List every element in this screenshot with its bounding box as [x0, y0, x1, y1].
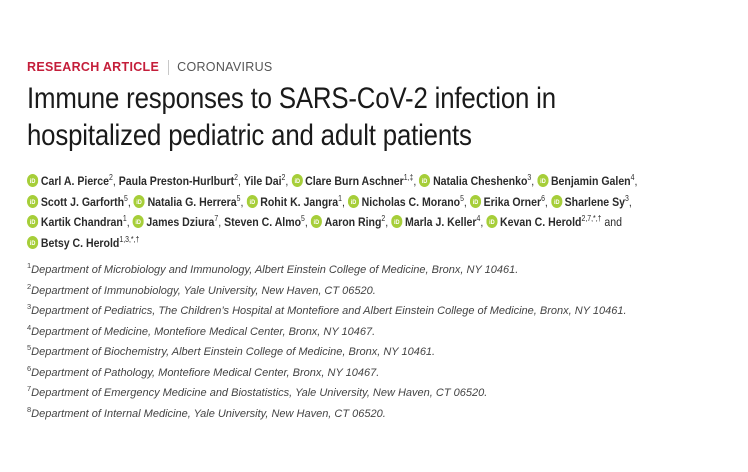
affiliation-number: 3 [27, 302, 32, 311]
author-separator: , [237, 174, 244, 188]
author-name-link[interactable]: Natalia G. Herrera [147, 194, 237, 209]
author-affiliation-marker[interactable]: 1 [338, 193, 342, 203]
affiliation-number: 1 [27, 261, 32, 270]
author-name-link[interactable]: Kevan C. Herold [500, 215, 582, 229]
article-title-line-2: hospitalized pediatric and adult patients [27, 119, 472, 152]
author-name-link[interactable]: Yile Dai [243, 174, 282, 188]
affiliation-item [27, 404, 747, 425]
author-name-link[interactable]: Natalia Cheshenko [433, 174, 528, 188]
article-title [27, 80, 629, 154]
author-affiliation-marker[interactable]: 1 [122, 214, 127, 223]
author-name-link[interactable]: Aaron Ring [324, 215, 382, 229]
orcid-icon[interactable] [311, 214, 322, 227]
author-name-link[interactable]: Scott J. Garforth [40, 194, 125, 209]
svg-text:iD: iD [29, 178, 36, 186]
svg-text:iD: iD [249, 199, 255, 206]
author-separator: , [413, 174, 420, 188]
orcid-icon[interactable] [27, 235, 38, 248]
orcid-icon[interactable] [348, 194, 359, 207]
affiliation-item [27, 342, 747, 363]
affiliation-text: Department of Pathology, Montefiore Medical Center, Bronx, NY 10467. [31, 366, 380, 379]
affiliation-number: 2 [27, 281, 32, 291]
affiliation-number: 5 [27, 343, 32, 352]
author-name-link[interactable]: Carl A. Pierce [40, 174, 110, 188]
author-affiliation-marker[interactable]: 5 [236, 193, 241, 203]
affiliation-text: Department of Pediatrics, The Children’s Hospital at Montefiore and Albert Einstein College of Medicine, Bronx, NY 10461. [31, 305, 627, 317]
author-name-link[interactable]: Steven C. Almo [224, 215, 302, 229]
article-title-line-1: Immune responses to SARS-CoV-2 infection in [27, 82, 556, 115]
author-separator: , [127, 194, 134, 209]
author-line [27, 233, 719, 254]
affiliation-item [27, 281, 747, 302]
svg-text:iD: iD [393, 219, 400, 227]
author-name-link[interactable]: James Dziura [146, 215, 215, 229]
affiliation-text: Department of Microbiology and Immunology, Albert Einstein College of Medicine, Bronx, NY 10461. [31, 264, 519, 276]
svg-text:iD: iD [422, 178, 428, 186]
orcid-icon[interactable] [291, 173, 302, 186]
svg-text:iD: iD [294, 178, 300, 186]
author-affiliation-marker[interactable]: 3 [624, 193, 629, 203]
affiliation-item [27, 383, 747, 404]
author-affiliation-marker[interactable]: 1,3,*,† [119, 234, 140, 244]
article-subject-link[interactable]: CORONAVIRUS [177, 60, 273, 74]
orcid-icon[interactable] [27, 194, 38, 207]
author-separator: , [304, 215, 311, 229]
author-affiliation-marker[interactable]: 2 [234, 173, 238, 182]
affiliation-number: 7 [27, 384, 32, 393]
author-affiliation-marker[interactable]: 2,7,*,† [581, 214, 602, 223]
orcid-icon[interactable] [27, 214, 38, 227]
orcid-icon[interactable] [486, 214, 497, 227]
svg-text:iD: iD [350, 199, 357, 206]
author-separator: , [112, 174, 119, 188]
affiliation-text: Department of Internal Medicine, Yale University, New Haven, CT 06520. [31, 407, 386, 420]
author-name-link[interactable]: Clare Burn Aschner [305, 174, 404, 188]
orcid-icon[interactable] [551, 194, 562, 207]
author-separator: , [218, 215, 225, 229]
author-name-link[interactable]: Paula Preston-Hurlburt [118, 174, 235, 188]
affiliation-text: Department of Emergency Medicine and Biostatistics, Yale University, New Haven, CT 06520. [31, 387, 488, 399]
affiliation-text: Department of Medicine, Montefiore Medical Center, Bronx, NY 10467. [31, 325, 376, 338]
affiliation-list [27, 260, 747, 424]
author-separator: , [634, 174, 638, 188]
affiliation-text: Department of Immunobiology, Yale University, New Haven, CT 06520. [31, 284, 376, 297]
author-affiliation-marker[interactable]: 4 [476, 214, 481, 223]
author-separator: , [531, 174, 538, 188]
orcid-icon[interactable] [470, 194, 481, 207]
affiliation-item [27, 363, 747, 384]
author-name-link[interactable]: Benjamin Galen [550, 174, 631, 188]
svg-text:iD: iD [136, 199, 143, 206]
orcid-icon[interactable] [134, 194, 145, 207]
author-line [27, 171, 719, 192]
author-separator: , [544, 194, 551, 209]
author-list [27, 171, 719, 253]
author-separator: , [126, 215, 133, 229]
svg-text:iD: iD [29, 199, 36, 206]
orcid-icon[interactable] [27, 173, 38, 186]
author-affiliation-marker[interactable]: 4 [630, 173, 635, 182]
author-separator: , [385, 215, 392, 229]
author-affiliation-marker[interactable]: 2 [381, 214, 386, 223]
author-separator: , [285, 174, 292, 188]
svg-text:iD: iD [29, 240, 36, 247]
orcid-icon[interactable] [419, 173, 430, 186]
author-affiliation-marker[interactable]: 2 [281, 173, 286, 182]
article-kicker [27, 59, 273, 75]
author-name-link[interactable]: Sharlene Sy [564, 194, 625, 209]
svg-text:iD: iD [29, 219, 36, 227]
author-name-link[interactable]: Nicholas C. Morano [361, 194, 461, 209]
svg-text:iD: iD [539, 178, 546, 186]
author-line [27, 212, 719, 233]
svg-text:iD: iD [313, 219, 320, 227]
author-separator: , [341, 194, 348, 209]
author-separator: and [601, 215, 623, 229]
author-name-link[interactable]: Kartik Chandran [40, 215, 123, 229]
orcid-icon[interactable] [391, 214, 402, 227]
orcid-icon[interactable] [246, 194, 257, 207]
author-name-link[interactable]: Erika Orner [483, 194, 542, 209]
author-affiliation-marker[interactable]: 5 [124, 193, 128, 203]
affiliation-item [27, 260, 747, 281]
affiliation-number: 6 [27, 363, 32, 373]
affiliation-item [27, 301, 747, 322]
author-separator: , [463, 194, 470, 209]
orcid-icon[interactable] [537, 173, 548, 186]
author-separator: , [628, 194, 632, 209]
author-affiliation-marker[interactable]: 3 [527, 173, 532, 182]
author-affiliation-marker[interactable]: 6 [541, 193, 545, 203]
author-affiliation-marker[interactable]: 5 [301, 214, 305, 223]
author-line [27, 192, 719, 213]
author-separator: , [480, 215, 487, 229]
author-name-link[interactable]: Marla J. Keller [404, 215, 477, 229]
author-separator: , [240, 194, 247, 209]
orcid-icon[interactable] [133, 214, 144, 227]
svg-text:iD: iD [472, 199, 479, 206]
affiliation-text: Department of Biochemistry, Albert Einstein College of Medicine, Bronx, NY 10461. [31, 346, 436, 358]
affiliation-number: 4 [27, 322, 32, 332]
svg-text:iD: iD [553, 199, 560, 206]
svg-text:iD: iD [489, 219, 495, 227]
author-affiliation-marker[interactable]: 7 [214, 214, 219, 223]
affiliation-item [27, 322, 747, 343]
kicker-divider [168, 60, 169, 75]
author-affiliation-marker[interactable]: 5 [460, 193, 464, 203]
author-name-link[interactable]: Rohit K. Jangra [260, 194, 339, 209]
author-affiliation-marker[interactable]: 1,‡ [403, 173, 414, 182]
svg-text:iD: iD [135, 219, 141, 227]
article-type-link[interactable]: RESEARCH ARTICLE [27, 60, 160, 74]
affiliation-number: 8 [27, 404, 32, 414]
author-name-link[interactable]: Betsy C. Herold [40, 235, 120, 250]
author-affiliation-marker[interactable]: 2 [109, 173, 113, 182]
